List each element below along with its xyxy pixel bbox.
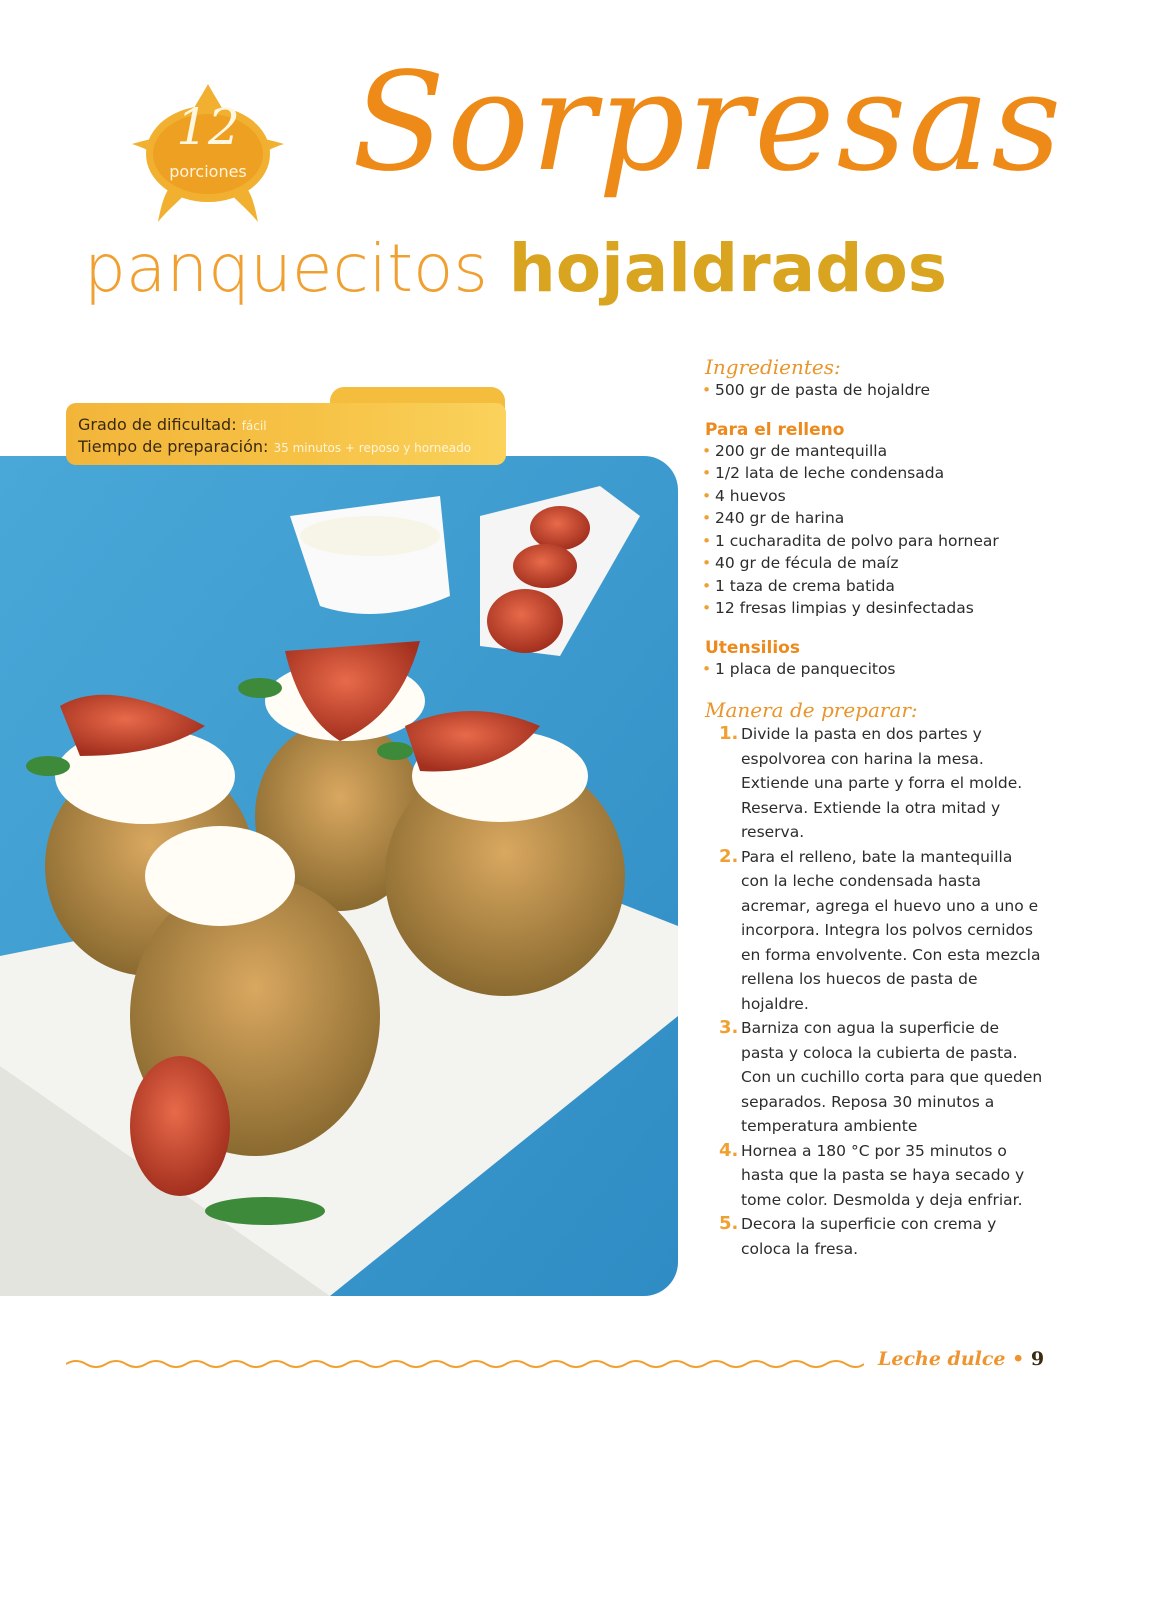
ingredients-list [705,379,1045,402]
step-number: 1. [719,723,739,744]
step-text: Divide la pasta en dos partes y espolvorea con harina la mesa. Extiende una parte y forra el molde. Reserva. Extiende la otra mitad y reserva. [741,725,1023,841]
recipe-title-light: panquecitos [84,230,488,307]
recipe-photo [0,456,678,1296]
recipe-title-script: Sorpresas [352,44,1064,202]
step-item [705,1212,1045,1261]
list-item: • 240 gr de harina [705,507,1045,530]
list-item: • 40 gr de fécula de maíz [705,552,1045,575]
step-number: 5. [719,1213,739,1234]
step-text: Para el relleno, bate la mantequilla con la leche condensada hasta acremar, agrega el huevo uno a uno e incorpora. Integra los polvos cernidos en forma envolvente. Con esta mezcla rellena los huecos de pasta de hojaldre. [741,847,1041,1013]
list-item: • 1 placa de panquecitos [705,658,1045,681]
recipe-title-line2 [84,230,948,307]
step-number: 2. [719,845,739,867]
recipe-column [705,355,1045,1261]
step-number: 3. [719,1017,739,1038]
servings-number: 12 [176,98,240,156]
step-number: 4. [719,1139,739,1161]
difficulty-row [78,415,267,434]
step-text: Decora la superficie con crema y coloca la fresa. [741,1215,997,1258]
ingredients-heading: Ingredientes: [705,355,841,379]
footer-wave-divider [66,1356,864,1372]
footer [878,1348,1044,1370]
step-item [705,722,1045,845]
recipe-title-bold: hojaldrados [508,230,948,307]
list-item: • 1 cucharadita de polvo para hornear [705,530,1045,553]
list-item: • 1 taza de crema batida [705,575,1045,598]
method-heading: Manera de preparar: [705,698,918,722]
step-text: Barniza con agua la superficie de pasta y coloca la cubierta de pasta. Con un cuchillo corta para que queden separados. Reposa 30 minutos a temperatura ambiente [741,1019,1043,1135]
time-label: Tiempo de preparación: [78,437,269,456]
servings-badge [128,82,288,227]
servings-label: porciones [169,162,247,181]
page-number: 9 [1030,1348,1045,1370]
magazine-name: Leche dulce [878,1348,1006,1370]
method-steps [705,722,1045,1261]
list-item: • 200 gr de mantequilla [705,440,1045,463]
difficulty-label: Grado de dificultad: [78,415,237,434]
utensils-heading: Utensilios [705,637,800,658]
filling-list [705,440,1045,620]
list-item: • 4 huevos [705,485,1045,508]
step-item [705,845,1045,1017]
time-row [78,437,471,456]
list-item: • 1/2 lata de leche condensada [705,462,1045,485]
step-item [705,1016,1045,1139]
time-value: 35 minutos + reposo y horneado [273,441,472,455]
difficulty-value: fácil [241,419,267,433]
step-text: Hornea a 180 °C por 35 minutos o hasta que la pasta se haya secado y tome color. Desmolda y deja enfriar. [741,1141,1025,1209]
footer-dot: • [1012,1348,1025,1370]
step-item [705,1139,1045,1213]
list-item: • 12 fresas limpias y desinfectadas [705,597,1045,620]
list-item: • 500 gr de pasta de hojaldre [705,379,1045,402]
utensils-list [705,658,1045,681]
filling-heading: Para el relleno [705,419,845,440]
